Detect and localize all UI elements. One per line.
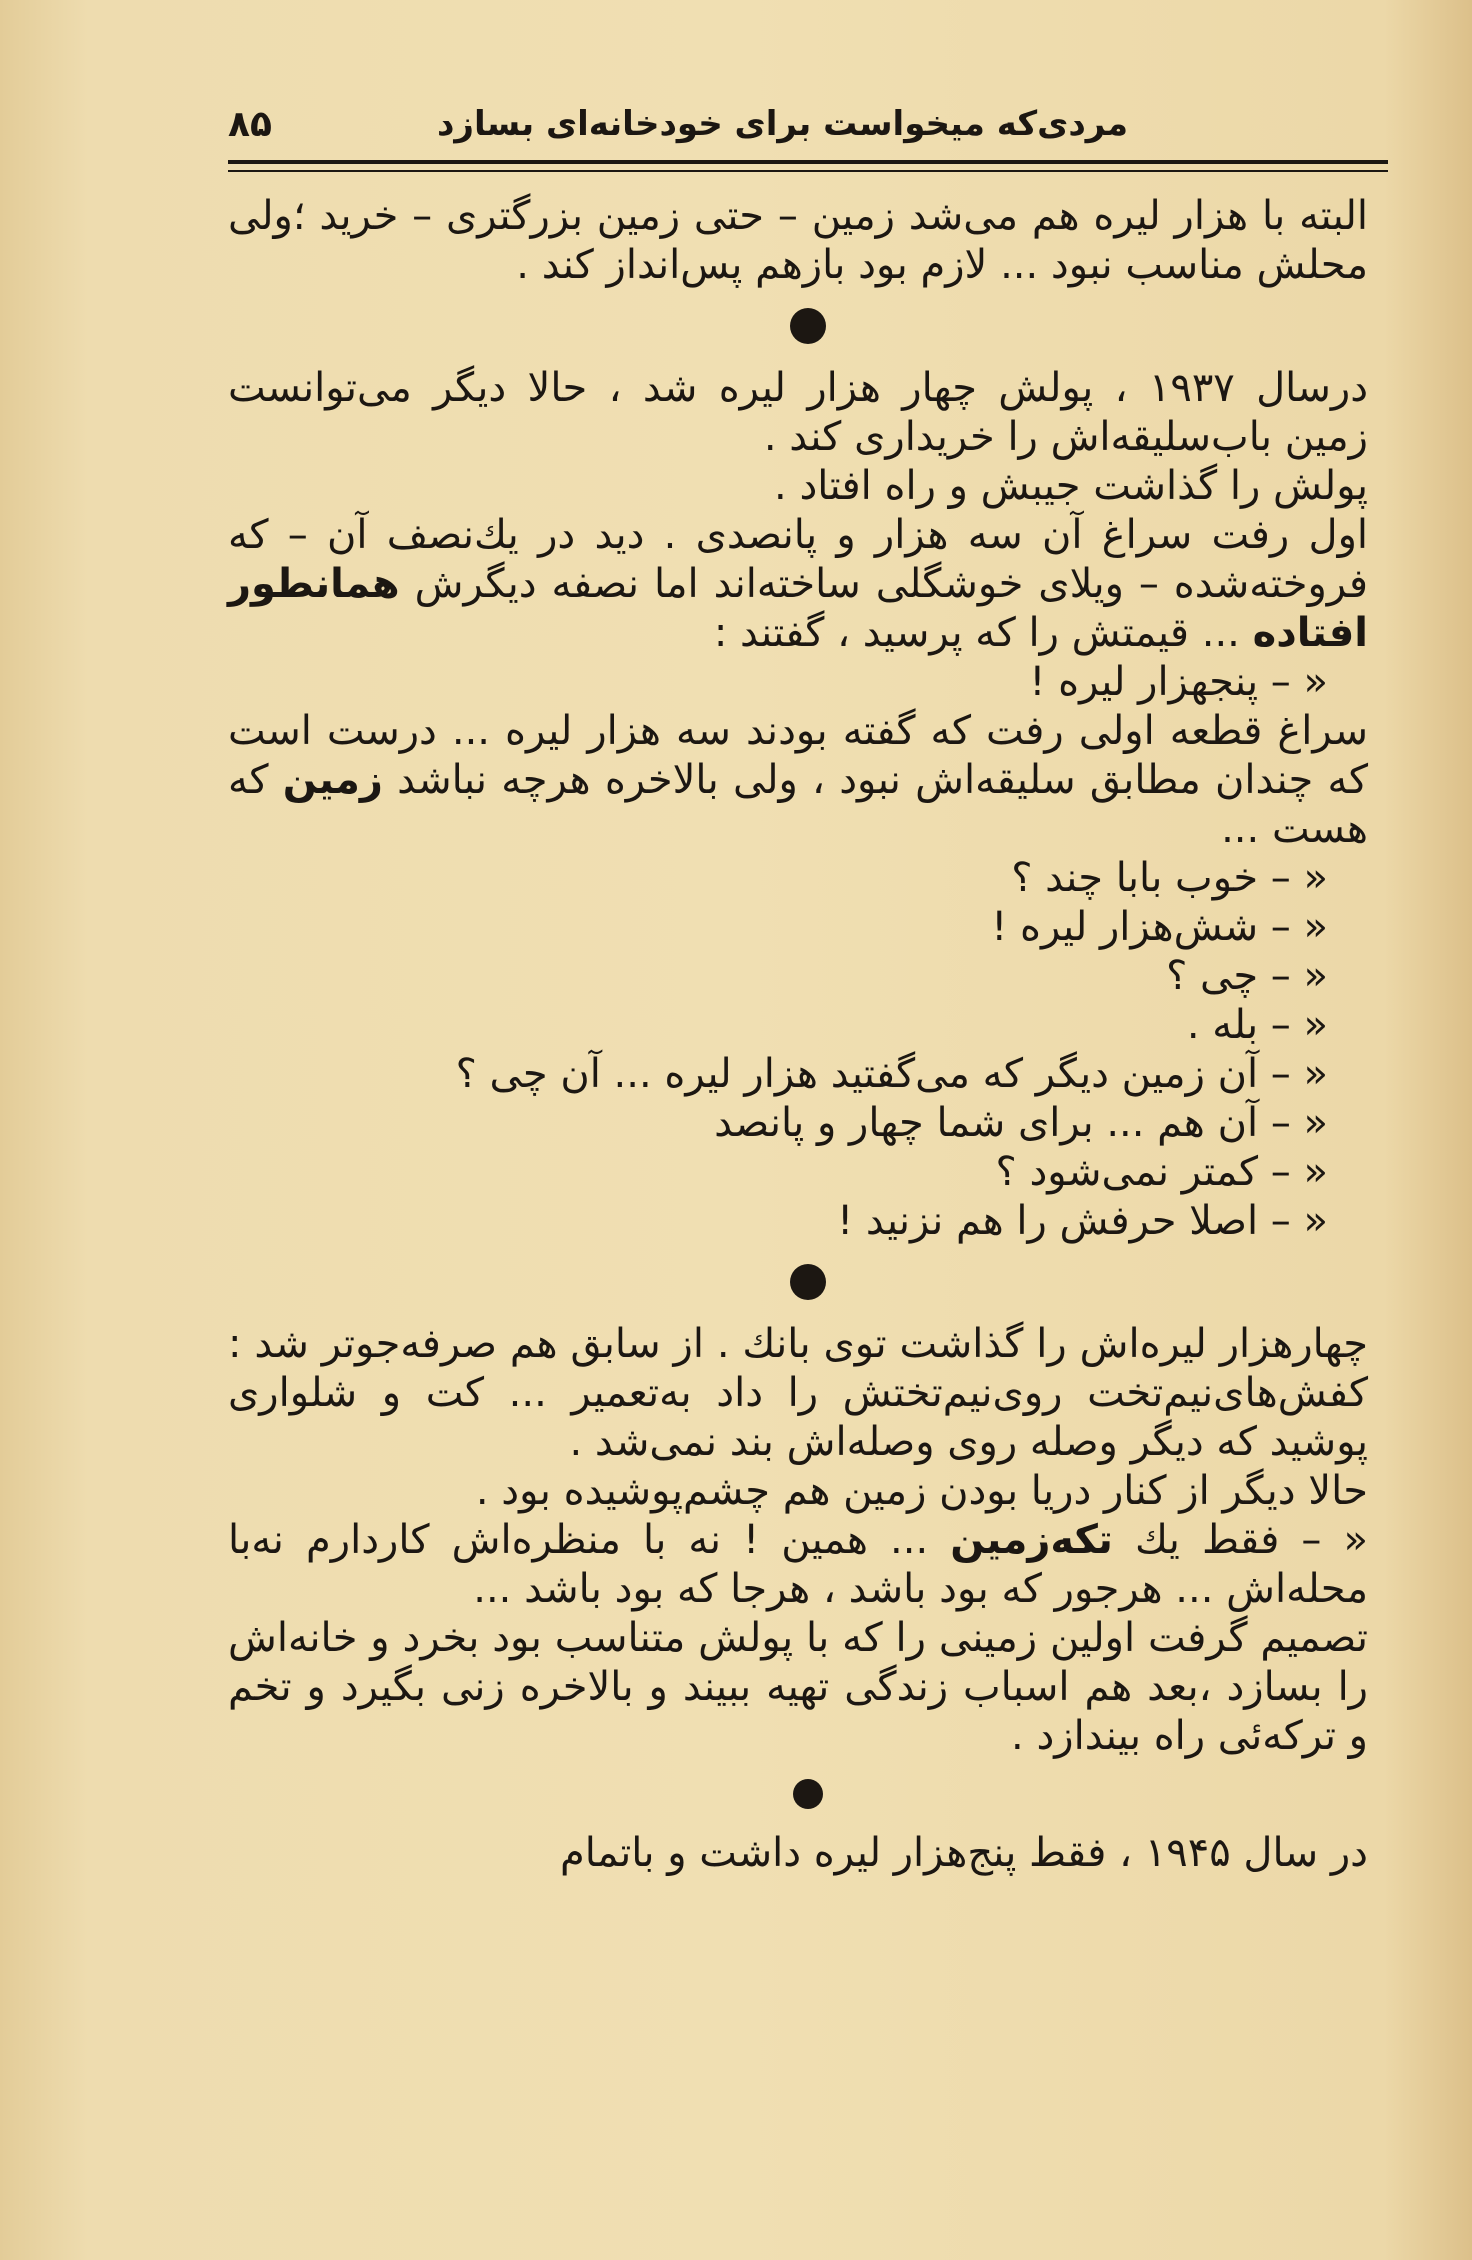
dialogue-line: « – پنجهزار لیره ! <box>1029 659 1328 705</box>
body-text <box>228 192 1388 1878</box>
paragraph: تصمیم گرفت اولین زمینی را که با پولش متناسب بود بخرد و خانه‌اش را بسازد ،بعد هم اسباب زندگی تهیه ببیند و بالاخره زنی بگیرد و تخم و ترکه‌ئی راه بیندازد . <box>228 1615 1368 1759</box>
dialogue-line: « – آن زمین دیگر که می‌گفتید هزار لیره ... آن چی ؟ <box>455 1051 1328 1097</box>
paragraph: چهارهزار لیره‌اش را گذاشت توی بانك . از سابق هم صرفه‌جوتر شد : کفش‌های‌نیم‌تخت روی‌نیم‌تختش را داد به‌تعمیر ... کت و شلواری پوشید که دیگر وصله روی وصله‌اش بند نمی‌شد . <box>228 1321 1368 1465</box>
page-header <box>228 100 1388 150</box>
paragraph-text: اول رفت سراغ آن سه هزار و پانصدی . دید در یك‌نصف آن – كه فروخته‌شده – ویلای خوشگلی ساخته‌اند اما نصفه دیگرش <box>228 512 1368 607</box>
dialogue-line: « – کمتر نمی‌شود ؟ <box>995 1149 1328 1195</box>
paragraph-text: ... قیمتش را که پرسید ، گفتند : <box>713 610 1240 656</box>
paragraph: درسال ۱۹۳۷ ، پولش چهار هزار لیره شد ، حالا دیگر می‌توانست زمین باب‌سلیقه‌اش را خریداری کند . <box>228 365 1369 460</box>
section-separator-dot <box>790 1264 826 1300</box>
paragraph-text: « – فقط یك <box>1135 1517 1368 1563</box>
paragraph: حالا دیگر از کنار دریا بودن زمین هم چشم‌پوشیده بود . <box>475 1468 1368 1514</box>
header-rule-thin <box>228 170 1388 172</box>
bold-phrase: همانطور افتاده <box>228 561 1368 656</box>
paragraph <box>228 707 1388 854</box>
dialogue-line: « – اصلا حرفش را هم نزنید ! <box>837 1198 1328 1244</box>
section-separator-dot <box>790 308 826 344</box>
running-title: مردی‌که میخواست برای خودخانه‌ای بسازد <box>436 104 1128 144</box>
header-rule-thick <box>228 160 1388 164</box>
paragraph-text: سراغ قطعه اولی رفت که گفته بودند سه هزار لیره ... درست است که چندان مطابق سلیقه‌اش نبود ، ولی بالاخره هرچه نباشد <box>228 708 1368 803</box>
dialogue-line: « – آن هم ... برای شما چهار و پانصد <box>714 1100 1328 1146</box>
page-number: ۸۵ <box>228 104 272 145</box>
paragraph: در سال ۱۹۴۵ ، فقط پنج‌هزار لیره داشت و باتمام <box>560 1830 1368 1876</box>
dialogue-line: « – خوب بابا چند ؟ <box>1011 855 1328 901</box>
paragraph-text: که هست ... <box>228 757 1368 852</box>
dialogue-line: « – چی ؟ <box>1166 953 1328 999</box>
dialogue-line: « – شش‌هزار لیره ! <box>991 904 1328 950</box>
paragraph: پولش را گذاشت جیبش و راه افتاد . <box>774 463 1368 509</box>
paragraph-text: ... همین ! نه با منظره‌اش کاردارم نه‌با محله‌اش ... هرجور که بود باشد ، هرجا که بود باشد ... <box>228 1517 1368 1612</box>
paragraph: البته با هزار لیره هم می‌شد زمین – حتی زمین بزرگتری – خرید ؛ولی محلش مناسب نبود ... لازم بود بازهم پس‌انداز کند . <box>228 193 1368 288</box>
bold-word: تکه‌زمین <box>950 1517 1113 1563</box>
section-separator-dot <box>793 1779 823 1809</box>
bold-word: زمین <box>282 757 383 803</box>
paragraph <box>228 511 1388 658</box>
dialogue-line: « – بله . <box>1186 1002 1328 1048</box>
paragraph <box>228 1516 1388 1614</box>
